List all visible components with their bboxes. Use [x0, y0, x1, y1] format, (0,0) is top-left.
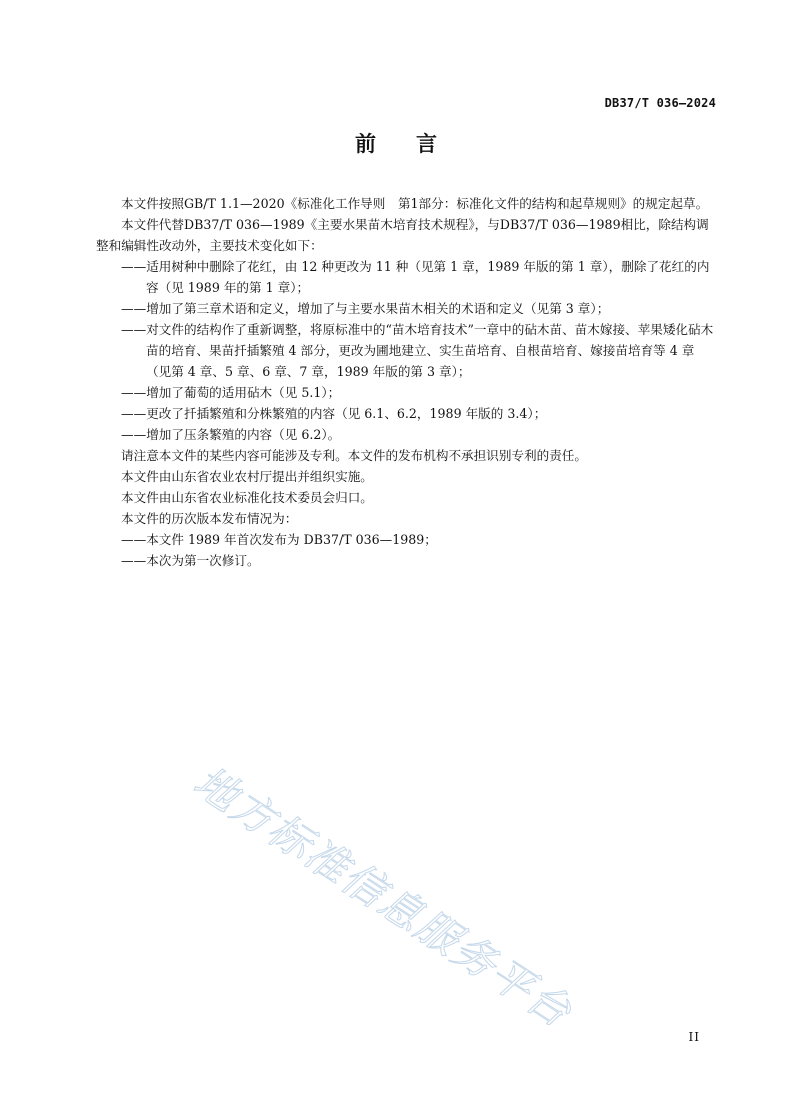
page-number: II [688, 1030, 700, 1044]
patent-notice: 请注意本文件的某些内容可能涉及专利。本文件的发布机构不承担识别专利的责任。 [121, 448, 587, 463]
foreword-body [96, 193, 718, 571]
changes-list [96, 256, 718, 445]
history-intro: 本文件的历次版本发布情况为： [121, 511, 298, 526]
title-char-right: 言 [416, 132, 437, 156]
centralizer-statement: 本文件由山东省农业标准化技术委员会归口。 [121, 490, 373, 505]
list-item: ——对文件的结构作了重新调整，将原标准中的“苗木培育技术”一章中的砧木苗、苗木嫁接、苹果矮化砧木苗的培育、果苗扦插繁殖 4 部分，更改为圃地建立、实生苗培育、自根苗培育、嫁接苗培育等 4 章（见第 4 章、5 章、6 章、7 章，1989 年版的第 3 章）； [121, 322, 714, 379]
standard-code: DB37/T 036—2024 [604, 96, 716, 110]
proposer-statement: 本文件由山东省农业农村厅提出并组织实施。 [121, 469, 373, 484]
paragraph-drafting-rules: 本文件按照GB/T 1.1—2020《标准化工作导则 第1部分：标准化文件的结构和起草规则》的规定起草。 [121, 196, 709, 211]
page-title [0, 128, 792, 158]
list-item: ——更改了扦插繁殖和分株繁殖的内容（见 6.1、6.2，1989 年版的 3.4）； [121, 406, 547, 421]
title-char-left: 前 [355, 132, 376, 156]
list-item: ——本文件 1989 年首次发布为 DB37/T 036—1989； [121, 532, 437, 547]
list-item: ——增加了葡萄的适用砧木（见 5.1）； [121, 385, 341, 400]
list-item: ——增加了第三章术语和定义，增加了与主要水果苗木相关的术语和定义（见第 3 章）； [121, 301, 610, 316]
watermark: 地方标准信息服务平台 [185, 756, 582, 1038]
list-item: ——适用树种中删除了花红，由 12 种更改为 11 种（见第 1 章，1989 年版的第 1 章），删除了花红的内容（见 1989 年的第 1 章）； [121, 259, 710, 295]
history-list [96, 529, 718, 571]
paragraph-replacement: 本文件代替DB37/T 036—1989《主要水果苗木培育技术规程》，与DB37/T 036—1989相比，除结构调整和编辑性改动外，主要技术变化如下： [96, 217, 709, 253]
list-item: ——增加了压条繁殖的内容（见 6.2）。 [121, 427, 341, 442]
list-item: ——本次为第一次修订。 [121, 553, 260, 568]
